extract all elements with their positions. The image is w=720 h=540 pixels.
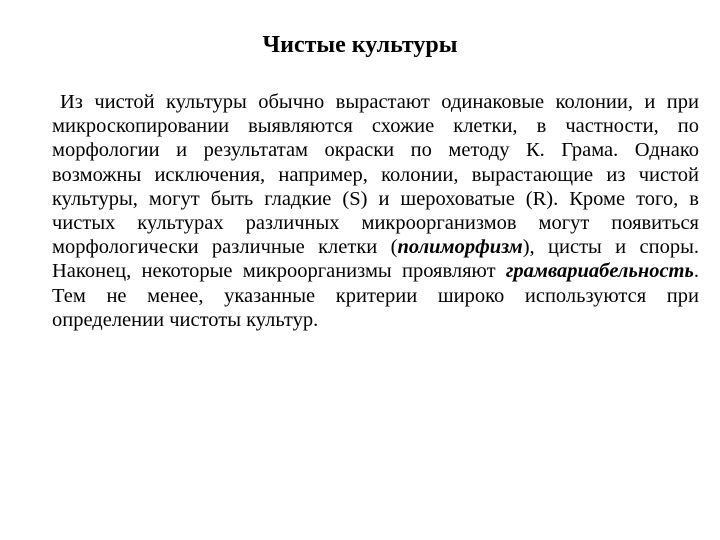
body-paragraph <box>52 90 699 332</box>
paragraph-text-part-1: Из чистой культуры обычно вырастают одинаковые колонии, и при микроскопировании выявляются схожие клетки, в частности, по морфологии и результатам окраски по методу К. Грама. Однако возможны исключения, например, колонии, вырастающие из чистой культуры, могут быть гладкие (S) и шероховатые (R). Кроме того, в чистых культурах различных микроорганизмов могут появиться морфологически различные клетки ( <box>52 91 699 259</box>
term-polymorphism: полиморфизм <box>397 236 523 259</box>
paragraph-text-part-3: . Тем не менее, указанные критерии широко используются при определении чистоты культур. <box>52 260 699 331</box>
paragraph-text-part-2: ), цисты и споры. Наконец, некоторые микроорганизмы проявляют <box>52 236 699 283</box>
slide-title: Чистые культуры <box>262 32 458 58</box>
term-gram-variability: грамвариабельность <box>505 260 694 283</box>
